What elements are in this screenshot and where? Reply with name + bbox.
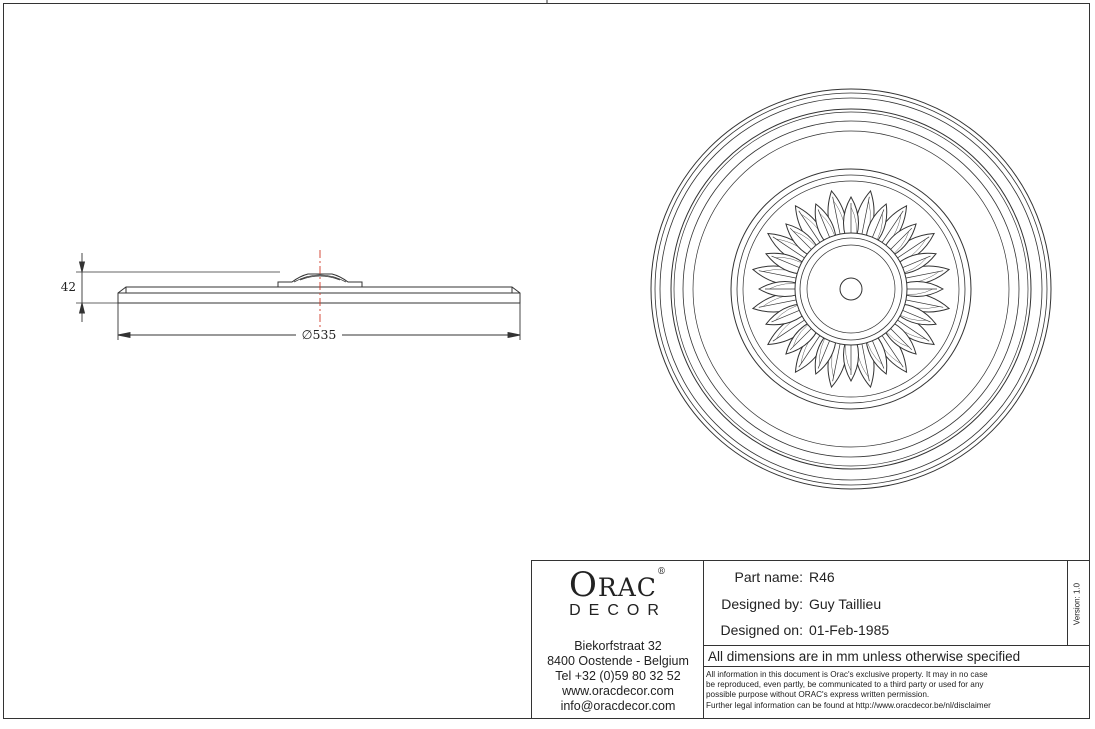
logo-letters-rac: RAC	[597, 573, 657, 602]
address-street: Biekorfstraat 32	[574, 639, 662, 653]
designed-on-field	[710, 622, 889, 638]
legal-line: be reproduced, even partly, be communicated to a third party or used for any	[706, 680, 984, 690]
designed-on-label: Designed on:	[720, 622, 803, 638]
logo-letter-o: O	[569, 565, 598, 605]
legal-notice	[706, 670, 1086, 711]
logo-decor-text: DECOR	[569, 602, 667, 619]
address-website[interactable]: www.oracdecor.com	[562, 684, 674, 698]
address-phone: Tel +32 (0)59 80 32 52	[555, 669, 681, 683]
orac-logo	[532, 565, 704, 605]
divider-bottom	[703, 666, 1089, 667]
version-label	[1068, 565, 1086, 643]
height-dimension-label: 42	[60, 280, 76, 294]
designed-by-value: Guy Taillieu	[809, 596, 882, 612]
side-view	[118, 250, 520, 328]
part-name-value: R46	[809, 569, 835, 585]
legal-line: All information in this document is Orac's exclusive property. It may in no case	[706, 670, 988, 679]
company-info	[532, 561, 704, 718]
address-city: 8400 Oostende - Belgium	[547, 654, 689, 668]
top-view-rosette	[651, 89, 1051, 489]
diameter-dimension-label: ∅535	[301, 327, 337, 342]
designed-by-label: Designed by:	[721, 596, 803, 612]
version-text: Version: 1.0	[1072, 582, 1082, 626]
dimensions-note: All dimensions are in mm unless otherwise specified	[708, 649, 1021, 664]
legal-line: possible purpose without ORAC's express written permission.	[706, 690, 930, 700]
part-name-label: Part name:	[734, 569, 803, 585]
address-email[interactable]: info@oracdecor.com	[560, 699, 676, 713]
legal-line: Further legal information can be found at http://www.oracdecor.be/nl/disclaimer	[706, 700, 991, 710]
designed-by-field	[710, 596, 881, 612]
divider-top	[703, 645, 1089, 646]
designed-on-value: 01-Feb-1985	[809, 622, 890, 638]
part-name-field	[710, 569, 835, 585]
registered-mark: ®	[656, 567, 667, 577]
company-address	[532, 639, 704, 714]
title-block	[531, 560, 1090, 719]
